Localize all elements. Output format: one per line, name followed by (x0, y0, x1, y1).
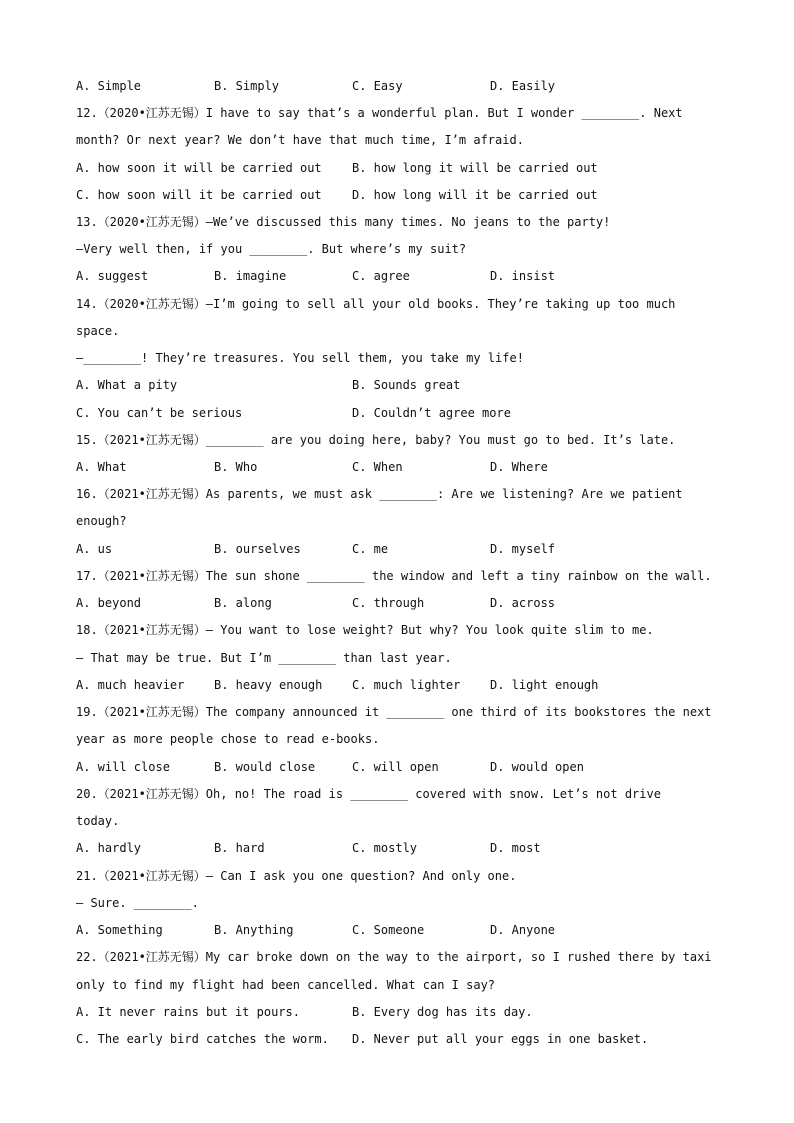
option-c: C. The early bird catches the worm. (76, 1032, 329, 1046)
q12-stem-line-1: 12.（2020•江苏无锡）I have to say that’s a wonderful plan. But I wonder ________. Next (76, 106, 683, 120)
option-b: B. ourselves (214, 542, 301, 556)
q16-options (76, 541, 726, 557)
option-d: D. how long will it be carried out (352, 188, 598, 202)
q14-stem-line-3: —________! They’re treasures. You sell them, you take my life! (76, 351, 524, 365)
q22-options-row-2 (76, 1031, 726, 1047)
option-a: A. will close (76, 760, 170, 774)
q19-stem-line-2: year as more people chose to read e-books. (76, 732, 380, 746)
option-c: C. agree (352, 269, 410, 283)
q15-stem-line-1: 15.（2021•江苏无锡）________ are you doing here, baby? You must go to bed. It’s late. (76, 433, 676, 447)
option-b: B. Simply (214, 79, 280, 93)
option-d: D. light enough (490, 678, 599, 692)
option-c: C. through (352, 596, 425, 610)
option-a: A. It never rains but it pours. (76, 1005, 300, 1019)
q21-stem-line-2: — Sure. ________. (76, 896, 199, 910)
q18-options (76, 677, 726, 693)
option-b: B. would close (214, 760, 316, 774)
option-b: B. heavy enough (214, 678, 323, 692)
option-a: A. us (76, 542, 113, 556)
q14-options-row-2 (76, 405, 726, 421)
q14-stem-line-1: 14.（2020•江苏无锡）—I’m going to sell all your old books. They’re taking up too much (76, 297, 676, 311)
option-d: D. Never put all your eggs in one basket. (352, 1032, 649, 1046)
option-a: A. suggest (76, 269, 149, 283)
option-a: A. Simple (76, 79, 142, 93)
q20-options (76, 840, 726, 856)
q14-stem-line-2: space. (76, 324, 120, 338)
option-a: A. What a pity (76, 378, 178, 392)
option-b: B. along (214, 596, 272, 610)
option-d: D. Where (490, 460, 548, 474)
option-c: C. how soon will it be carried out (76, 188, 322, 202)
q17-options (76, 595, 726, 611)
q21-stem-line-1: 21.（2021•江苏无锡）— Can I ask you one question? And only one. (76, 869, 517, 883)
q18-stem-line-1: 18.（2021•江苏无锡）— You want to lose weight? But why? You look quite slim to me. (76, 623, 654, 637)
option-d: D. Anyone (490, 923, 556, 937)
q11-options (76, 78, 726, 94)
q18-stem-line-2: — That may be true. But I’m ________ than last year. (76, 651, 452, 665)
option-b: B. Every dog has its day. (352, 1005, 533, 1019)
q19-stem-line-1: 19.（2021•江苏无锡）The company announced it ________ one third of its bookstores the next (76, 705, 712, 719)
option-d: D. Couldn’t agree more (352, 406, 511, 420)
q22-options-row-1 (76, 1004, 726, 1020)
q13-options (76, 268, 726, 284)
q14-options-row-1 (76, 377, 726, 393)
option-b: B. Who (214, 460, 258, 474)
q16-stem-line-2: enough? (76, 514, 127, 528)
option-d: D. myself (490, 542, 556, 556)
option-c: C. When (352, 460, 403, 474)
option-d: D. insist (490, 269, 556, 283)
q22-stem-line-2: only to find my flight had been cancelled. What can I say? (76, 978, 496, 992)
option-d: D. would open (490, 760, 584, 774)
option-c: C. Someone (352, 923, 425, 937)
option-b: B. Anything (214, 923, 294, 937)
option-a: A. Something (76, 923, 163, 937)
option-d: D. across (490, 596, 556, 610)
q12-options-row-2 (76, 187, 726, 203)
option-a: A. What (76, 460, 127, 474)
q13-stem-line-1: 13.（2020•江苏无锡）—We’ve discussed this many times. No jeans to the party! (76, 215, 611, 229)
option-b: B. how long it will be carried out (352, 161, 598, 175)
q17-stem-line-1: 17.（2021•江苏无锡）The sun shone ________ the window and left a tiny rainbow on the wall. (76, 569, 712, 583)
option-a: A. hardly (76, 841, 142, 855)
q20-stem-line-1: 20.（2021•江苏无锡）Oh, no! The road is ________ covered with snow. Let’s not drive (76, 787, 661, 801)
option-b: B. Sounds great (352, 378, 461, 392)
q12-stem-line-2: month? Or next year? We don’t have that much time, I’m afraid. (76, 133, 524, 147)
q22-stem-line-1: 22.（2021•江苏无锡）My car broke down on the way to the airport, so I rushed there by taxi (76, 950, 712, 964)
option-c: C. will open (352, 760, 439, 774)
q15-options (76, 459, 726, 475)
option-c: C. much lighter (352, 678, 461, 692)
q20-stem-line-2: today. (76, 814, 120, 828)
q13-stem-line-2: —Very well then, if you ________. But where’s my suit? (76, 242, 467, 256)
q12-options-row-1 (76, 160, 726, 176)
q16-stem-line-1: 16.（2021•江苏无锡）As parents, we must ask ________: Are we listening? Are we patient (76, 487, 683, 501)
option-a: A. beyond (76, 596, 142, 610)
option-b: B. imagine (214, 269, 287, 283)
option-a: A. how soon it will be carried out (76, 161, 322, 175)
option-b: B. hard (214, 841, 265, 855)
q21-options (76, 922, 726, 938)
option-c: C. Easy (352, 79, 403, 93)
option-d: D. Easily (490, 79, 556, 93)
option-d: D. most (490, 841, 541, 855)
option-c: C. me (352, 542, 389, 556)
option-c: C. You can’t be serious (76, 406, 243, 420)
option-a: A. much heavier (76, 678, 185, 692)
option-c: C. mostly (352, 841, 418, 855)
q19-options (76, 759, 726, 775)
